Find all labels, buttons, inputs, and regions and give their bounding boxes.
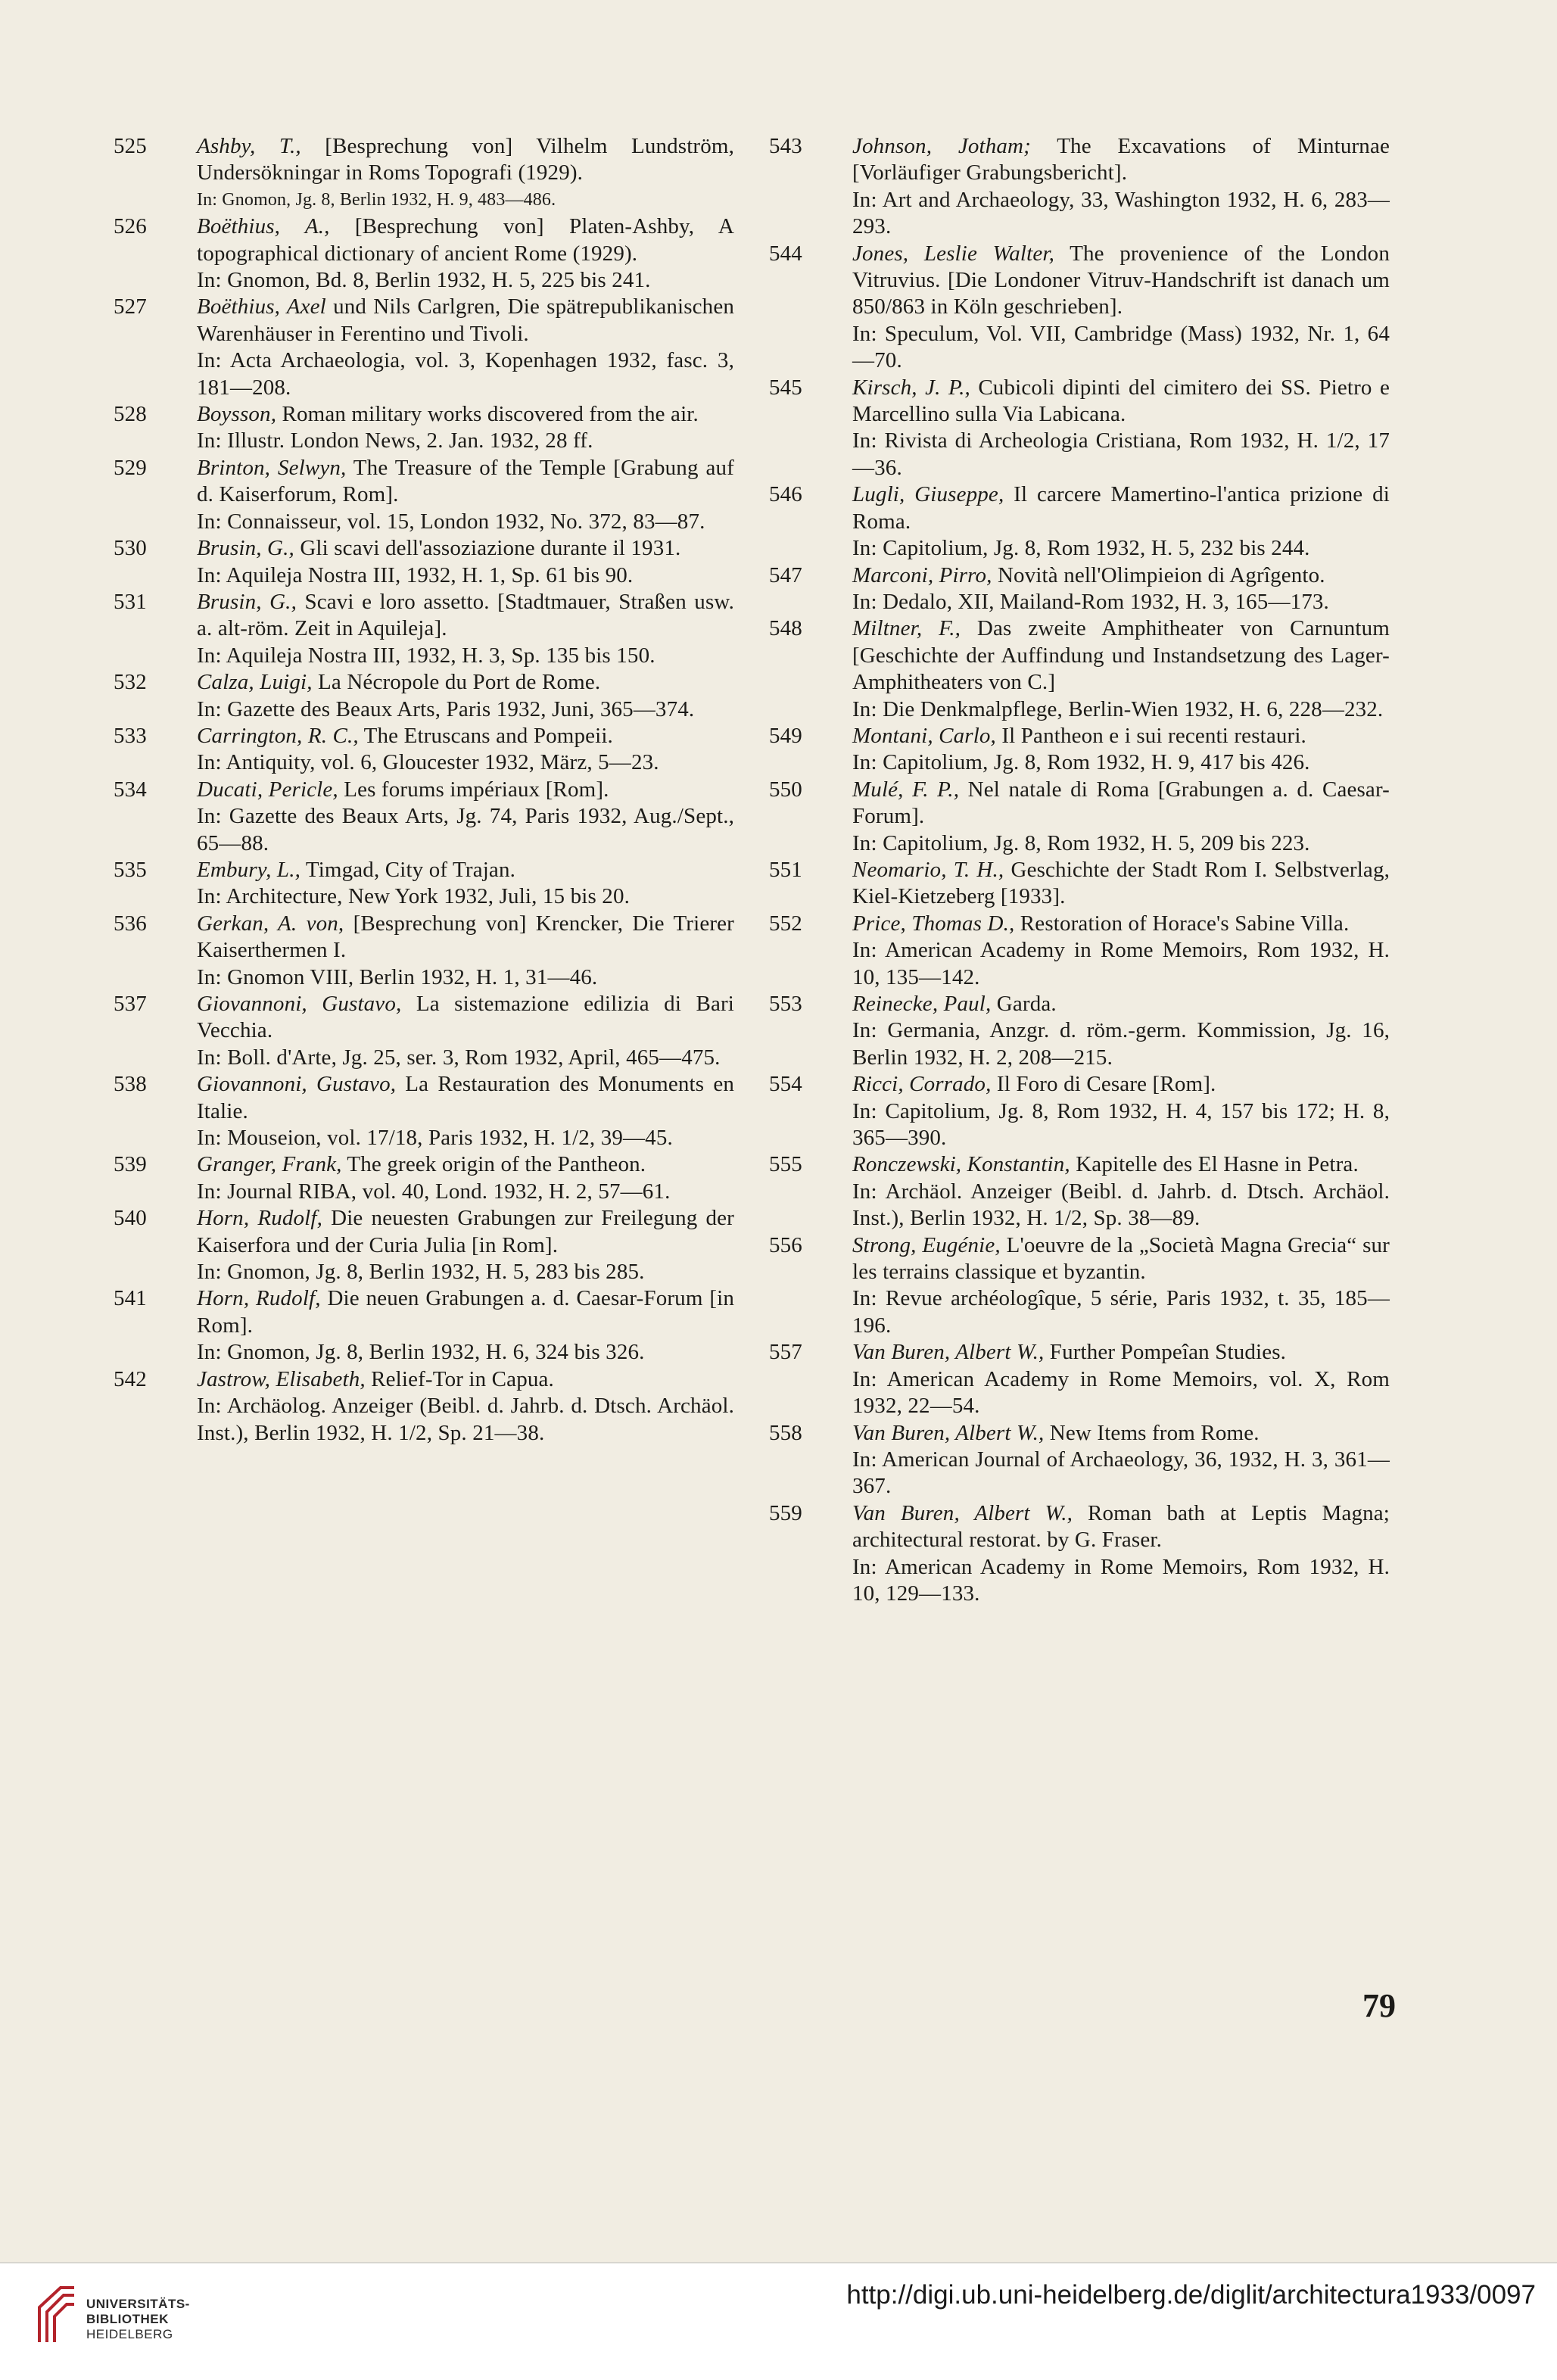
library-logo-icon <box>35 2282 79 2345</box>
entry-source: In: Antiquity, vol. 6, Gloucester 1932, März, 5—23. <box>197 750 659 775</box>
entry-source: In: Speculum, Vol. VII, Cambridge (Mass) 1932, Nr. 1, 64—70. <box>852 321 1390 373</box>
entry-heading <box>197 133 734 187</box>
bibliography-entry <box>769 777 1390 857</box>
entry-title: New Items from Rome. <box>1044 1420 1260 1445</box>
entry-heading <box>197 1285 734 1339</box>
entry-author: Montani, Carlo, <box>852 723 996 748</box>
entry-title: Das zweite Amphitheater von Carnuntum [Geschichte der Auffindung und Instandsetzung des Lager-Amphitheaters von C.] <box>852 616 1390 695</box>
entry-title: Roman military works discovered from the air. <box>276 402 699 427</box>
entry-heading <box>197 723 734 749</box>
entry-number: 555 <box>769 1152 802 1177</box>
entry-heading <box>852 1420 1390 1447</box>
entry-source: In: Capitolium, Jg. 8, Rom 1932, H. 5, 209 bis 223. <box>852 830 1310 855</box>
entry-heading <box>197 777 734 803</box>
entry-source: In: Connaisseur, vol. 15, London 1932, No. 372, 83—87. <box>197 509 705 534</box>
entry-number: 539 <box>114 1152 147 1177</box>
entry-heading <box>852 777 1390 830</box>
bibliography-entry <box>114 535 734 589</box>
entry-author: Jones, Leslie Walter, <box>852 241 1054 266</box>
right-column <box>769 133 1390 1607</box>
entry-heading <box>852 481 1390 535</box>
entry-number: 552 <box>769 911 802 936</box>
entry-author: Boëthius, A., <box>197 214 330 239</box>
bibliography-entry <box>114 1366 734 1447</box>
entry-heading <box>197 455 734 509</box>
bibliography-entry <box>769 1232 1390 1340</box>
entry-author: Boysson, <box>197 402 277 427</box>
entry-source: In: American Academy in Rome Memoirs, Rom 1932, H. 10, 135—142. <box>852 938 1390 989</box>
bibliography-entry <box>769 857 1390 911</box>
bibliography-entry <box>769 1500 1390 1608</box>
entry-source: In: Archäolog. Anzeiger (Beibl. d. Jahrb. d. Dtsch. Archäol. Inst.), Berlin 1932, H. 1/2, Sp. 21—38. <box>197 1394 734 1445</box>
entry-heading <box>197 1071 734 1125</box>
bibliography-entry <box>114 133 734 213</box>
entry-source: In: Architecture, New York 1932, Juli, 15 bis 20. <box>197 884 631 909</box>
entry-number: 554 <box>769 1072 802 1097</box>
entry-author: Ducati, Pericle, <box>197 777 338 802</box>
entry-heading <box>197 1205 734 1259</box>
entry-number: 525 <box>114 134 147 158</box>
entry-title: [Besprechung von] Platen-Ashby, A topographical dictionary of ancient Rome (1929). <box>197 214 734 266</box>
entry-title: [Besprechung von] Krencker, Die Trierer Kaiserthermen I. <box>197 911 734 963</box>
bibliography-entry <box>769 1151 1390 1232</box>
entry-author: Boëthius, Axel <box>197 294 326 319</box>
bibliography-entry <box>114 455 734 535</box>
bibliography-entry <box>769 1071 1390 1151</box>
entry-title: La Restauration des Monuments en Italie. <box>197 1072 734 1123</box>
entry-author: Johnson, Jotham; <box>852 134 1031 158</box>
entry-heading <box>852 1339 1390 1366</box>
entry-title: Die neuen Grabungen a. d. Caesar-Forum [in Rom]. <box>197 1286 734 1338</box>
entry-heading <box>197 401 734 428</box>
entry-number: 528 <box>114 402 147 427</box>
entry-source: In: Gnomon VIII, Berlin 1932, H. 1, 31—46. <box>197 964 598 989</box>
entry-title: L'oeuvre de la „Società Magna Grecia“ sur les terrains classique et byzantin. <box>852 1232 1390 1285</box>
entry-source: In: Gazette des Beaux Arts, Paris 1932, Juni, 365—374. <box>197 696 695 721</box>
entry-source: In: American Academy in Rome Memoirs, Rom 1932, H. 10, 129—133. <box>852 1554 1390 1606</box>
entry-author: Reinecke, Paul, <box>852 992 992 1016</box>
bibliography-entry <box>114 1285 734 1366</box>
entry-heading <box>197 669 734 696</box>
entry-author: Strong, Eugénie, <box>852 1232 1001 1257</box>
entry-heading <box>197 535 734 562</box>
entry-heading <box>197 1366 734 1393</box>
entry-number: 532 <box>114 670 147 695</box>
entry-author: Jastrow, Elisabeth, <box>197 1366 366 1391</box>
entry-number: 527 <box>114 294 147 319</box>
entry-author: Ricci, Corrado, <box>852 1072 992 1097</box>
entry-title: Cubicoli dipinti del cimitero dei SS. Pietro e Marcellino sulla Via Labicana. <box>852 375 1390 427</box>
bibliography-entry <box>114 991 734 1071</box>
entry-author: Neomario, T. H., <box>852 857 1004 882</box>
entry-source: In: Boll. d'Arte, Jg. 25, ser. 3, Rom 1932, April, 465—475. <box>197 1045 721 1070</box>
entry-heading <box>852 615 1390 696</box>
entry-number: 556 <box>769 1232 802 1257</box>
entry-title: und Nils Carlgren, Die spätrepublikanischen Warenhäuser in Ferentino und Tivoli. <box>197 294 735 346</box>
entry-source: In: Gnomon, Jg. 8, Berlin 1932, H. 5, 283 bis 285. <box>197 1260 645 1285</box>
entry-author: Mulé, F. P., <box>852 777 960 802</box>
entry-author: Price, Thomas D., <box>852 911 1015 936</box>
entry-source: In: Aquileja Nostra III, 1932, H. 3, Sp. 135 bis 150. <box>197 643 655 668</box>
entry-number: 533 <box>114 723 147 748</box>
footer-bar <box>0 2262 1557 2380</box>
entry-author: Lugli, Giuseppe, <box>852 482 1004 507</box>
entry-author: Van Buren, Albert W., <box>852 1500 1073 1525</box>
entry-title: Further Pompeîan Studies. <box>1044 1340 1287 1365</box>
bibliography-entry <box>114 1071 734 1151</box>
entry-author: Van Buren, Albert W., <box>852 1420 1045 1445</box>
library-name <box>86 2297 190 2342</box>
entry-author: Horn, Rudolf, <box>197 1206 322 1231</box>
library-name-line3: HEIDELBERG <box>86 2327 173 2341</box>
entry-author: Van Buren, Albert W., <box>852 1340 1045 1365</box>
entry-author: Marconi, Pirro, <box>852 562 992 587</box>
entry-source: In: Capitolium, Jg. 8, Rom 1932, H. 4, 157 bis 172; H. 8, 365—390. <box>852 1098 1390 1151</box>
entry-number: 544 <box>769 241 802 266</box>
entry-number: 551 <box>769 857 802 882</box>
entry-title: Les forums impériaux [Rom]. <box>338 777 609 802</box>
entry-heading <box>197 911 734 964</box>
entry-title: Il Foro di Cesare [Rom]. <box>991 1072 1216 1097</box>
entry-number: 530 <box>114 536 147 561</box>
entry-number: 526 <box>114 214 147 239</box>
entry-source: In: Gnomon, Bd. 8, Berlin 1932, H. 5, 225 bis 241. <box>197 268 651 293</box>
entry-title: Relief-Tor in Capua. <box>365 1366 554 1391</box>
entry-number: 559 <box>769 1500 802 1525</box>
entry-author: Gerkan, A. von, <box>197 911 344 936</box>
bibliography-entry <box>769 481 1390 562</box>
bibliography-entry <box>114 669 734 723</box>
entry-number: 542 <box>114 1366 147 1391</box>
entry-heading <box>852 241 1390 321</box>
entry-author: Ashby, T., <box>197 134 301 158</box>
bibliography-entry <box>769 911 1390 991</box>
entry-source: In: Journal RIBA, vol. 40, Lond. 1932, H. 2, 57—61. <box>197 1179 671 1204</box>
bibliography-entry <box>769 1339 1390 1419</box>
entry-source: In: Capitolium, Jg. 8, Rom 1932, H. 5, 232 bis 244. <box>852 536 1310 561</box>
entry-title: Die neuesten Grabungen zur Freilegung der Kaiserfora und der Curia Julia [in Rom]. <box>197 1206 734 1257</box>
bibliography-entry <box>769 375 1390 482</box>
bibliography-entry <box>114 213 734 294</box>
entry-source: In: Aquileja Nostra III, 1932, H. 1, Sp. 61 bis 90. <box>197 562 634 587</box>
entry-title: Timgad, City of Trajan. <box>301 857 515 882</box>
entry-number: 557 <box>769 1340 802 1365</box>
entry-title: Kapitelle des El Hasne in Petra. <box>1070 1152 1359 1177</box>
entry-source: In: Rivista di Archeologia Cristiana, Rom 1932, H. 1/2, 17—36. <box>852 428 1390 480</box>
bibliography-entry <box>114 294 734 401</box>
entry-source: In: Germania, Anzgr. d. röm.-germ. Kommission, Jg. 16, Berlin 1932, H. 2, 208—215. <box>852 1018 1390 1070</box>
entry-heading <box>852 133 1390 187</box>
entry-author: Brinton, Selwyn, <box>197 455 347 480</box>
entry-source: In: Illustr. London News, 2. Jan. 1932, 28 ff. <box>197 428 593 453</box>
entry-title: Roman bath at Leptis Magna; architectural restorat. by G. Fraser. <box>852 1500 1390 1553</box>
entry-title: Restoration of Horace's Sabine Villa. <box>1014 911 1350 936</box>
entry-heading <box>852 911 1390 937</box>
bibliography-entry <box>769 991 1390 1071</box>
entry-author: Miltner, F., <box>852 616 961 641</box>
entry-source: In: Acta Archaeologia, vol. 3, Kopenhagen 1932, fasc. 3, 181—208. <box>197 348 734 400</box>
entry-number: 543 <box>769 134 802 158</box>
entry-title: Novità nell'Olimpieion di Agrîgento. <box>992 562 1325 587</box>
entry-number: 540 <box>114 1206 147 1231</box>
library-name-line2: BIBLIOTHEK <box>86 2312 169 2326</box>
entry-number: 548 <box>769 616 802 641</box>
entry-title: La Nécropole du Port de Rome. <box>312 670 601 695</box>
entry-heading <box>852 991 1390 1017</box>
entry-number: 547 <box>769 562 802 587</box>
entry-source: In: American Academy in Rome Memoirs, vol. X, Rom 1932, 22—54. <box>852 1366 1390 1419</box>
bibliography-entry <box>114 589 734 669</box>
left-column <box>114 133 734 1447</box>
entry-heading <box>197 294 734 347</box>
entry-author: Embury, L., <box>197 857 301 882</box>
entry-heading <box>852 375 1390 428</box>
bibliography-entry <box>114 1151 734 1205</box>
entry-author: Carrington, R. C., <box>197 723 359 748</box>
entry-number: 538 <box>114 1072 147 1097</box>
entry-heading <box>197 991 734 1045</box>
entry-heading <box>197 213 734 267</box>
entry-source: In: Gazette des Beaux Arts, Jg. 74, Paris 1932, Aug./Sept., 65—88. <box>197 804 734 855</box>
entry-number: 545 <box>769 375 802 400</box>
entry-author: Kirsch, J. P., <box>852 375 970 400</box>
library-name-line1: UNIVERSITÄTS- <box>86 2297 190 2311</box>
entry-number: 535 <box>114 857 147 882</box>
entry-title: Scavi e loro assetto. [Stadtmauer, Straßen usw. a. alt-röm. Zeit in Aquileja]. <box>197 589 734 641</box>
entry-title: Nel natale di Roma [Grabungen a. d. Caesar-Forum]. <box>852 777 1390 829</box>
page-number: 79 <box>1362 1987 1396 2024</box>
entry-heading <box>197 857 734 883</box>
entry-number: 550 <box>769 777 802 802</box>
entry-author: Granger, Frank, <box>197 1152 342 1177</box>
entry-title: The provenience of the London Vitruvius. [Die Londoner Vitruv-Handschrift ist danach um 850/863 in Köln geschrieben]. <box>852 241 1390 319</box>
entry-source: In: Art and Archaeology, 33, Washington 1932, H. 6, 283—293. <box>852 187 1390 239</box>
entry-title: The Etruscans and Pompeii. <box>358 723 613 748</box>
entry-heading <box>197 589 734 643</box>
entry-number: 549 <box>769 723 802 748</box>
entry-number: 536 <box>114 911 147 936</box>
bibliography-entry <box>769 723 1390 777</box>
entry-title: The greek origin of the Pantheon. <box>341 1152 646 1177</box>
entry-title: The Treasure of the Temple [Grabung auf d. Kaiserforum, Rom]. <box>197 455 734 507</box>
bibliography-entry <box>114 723 734 777</box>
entry-number: 546 <box>769 482 802 507</box>
entry-source: In: Gnomon, Jg. 8, Berlin 1932, H. 9, 483—486. <box>197 189 556 210</box>
entry-heading <box>852 857 1390 911</box>
bibliography-entry <box>114 857 734 911</box>
entry-title: Il Pantheon e i sui recenti restauri. <box>995 723 1306 748</box>
permalink-url[interactable]: http://digi.ub.uni-heidelberg.de/diglit/architectura1933/0097 <box>846 2280 1536 2310</box>
entry-author: Giovannoni, Gustavo, <box>197 992 402 1016</box>
entry-author: Brusin, G., <box>197 536 294 561</box>
entry-heading <box>197 1151 734 1178</box>
entry-author: Brusin, G., <box>197 589 297 614</box>
entry-source: In: Capitolium, Jg. 8, Rom 1932, H. 9, 417 bis 426. <box>852 750 1310 775</box>
entry-heading <box>852 723 1390 749</box>
entry-title: Il carcere Mamertino-l'antica prizione di Roma. <box>852 482 1390 534</box>
bibliography-entry <box>769 241 1390 375</box>
entry-number: 541 <box>114 1286 147 1311</box>
entry-heading <box>852 1500 1390 1554</box>
entry-number: 529 <box>114 455 147 480</box>
entry-title: Garda. <box>991 992 1057 1016</box>
bibliography-entry <box>114 777 734 857</box>
entry-source: In: Revue archéologîque, 5 série, Paris 1932, t. 35, 185—196. <box>852 1286 1390 1338</box>
entry-title: La sistemazione edilizia di Bari Vecchia. <box>197 992 734 1043</box>
entry-title: Gli scavi dell'assoziazione durante il 1931. <box>294 536 681 561</box>
entry-author: Calza, Luigi, <box>197 670 313 695</box>
entry-author: Horn, Rudolf, <box>197 1286 321 1311</box>
bibliography-entry <box>769 1420 1390 1500</box>
entry-number: 534 <box>114 777 147 802</box>
entry-number: 531 <box>114 589 147 614</box>
entry-title: Geschichte der Stadt Rom I. Selbstverlag, Kiel-Kietzeberg [1933]. <box>852 857 1390 909</box>
entry-source: In: Dedalo, XII, Mailand-Rom 1932, H. 3, 165—173. <box>852 589 1329 614</box>
bibliography-entry <box>769 133 1390 241</box>
bibliography-entry <box>769 615 1390 723</box>
entry-source: In: Mouseion, vol. 17/18, Paris 1932, H. 1/2, 39—45. <box>197 1126 673 1151</box>
entry-heading <box>852 1151 1390 1178</box>
entry-number: 553 <box>769 992 802 1016</box>
bibliography-entry <box>114 1205 734 1285</box>
entry-title: The Excavations of Minturnae [Vorläufiger Grabungsbericht]. <box>852 134 1390 185</box>
entry-author: Giovannoni, Gustavo, <box>197 1072 397 1097</box>
entry-source: In: Archäol. Anzeiger (Beibl. d. Jahrb. d. Dtsch. Archäol. Inst.), Berlin 1932, H. 1/2, Sp. 38—89. <box>852 1179 1390 1231</box>
entry-source: In: Die Denkmalpflege, Berlin-Wien 1932, H. 6, 228—232. <box>852 696 1384 721</box>
entry-heading <box>852 562 1390 589</box>
entry-heading <box>852 1071 1390 1098</box>
entry-author: Ronczewski, Konstantin, <box>852 1152 1070 1177</box>
entry-source: In: Gnomon, Jg. 8, Berlin 1932, H. 6, 324 bis 326. <box>197 1340 645 1365</box>
entry-number: 537 <box>114 992 147 1016</box>
bibliography-entry <box>114 401 734 455</box>
bibliography-entry <box>769 562 1390 616</box>
entry-title: [Besprechung von] Vilhelm Lundström, Undersökningar in Roms Topografi (1929). <box>197 134 734 185</box>
entry-number: 558 <box>769 1420 802 1445</box>
bibliography-entry <box>114 911 734 991</box>
entry-source: In: American Journal of Archaeology, 36, 1932, H. 3, 361—367. <box>852 1447 1390 1499</box>
entry-heading <box>852 1232 1390 1286</box>
